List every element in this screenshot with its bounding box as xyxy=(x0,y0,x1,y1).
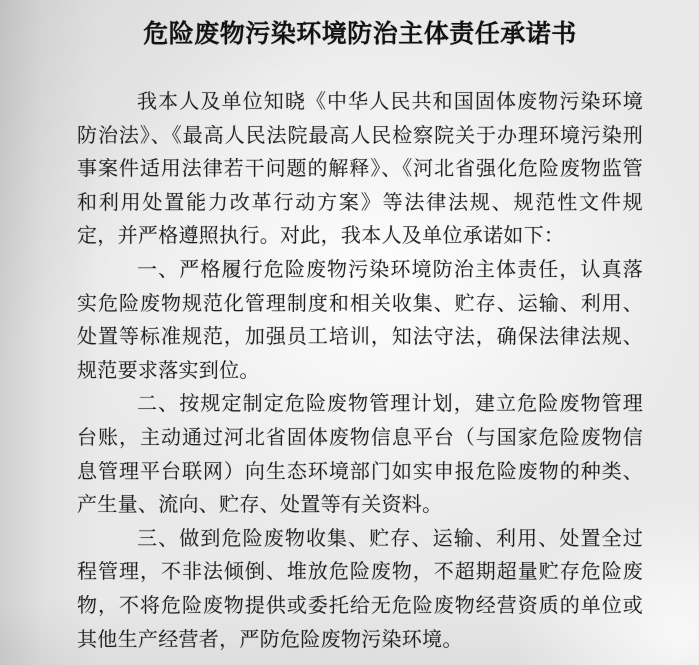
paragraph-item-2: 二、按规定制定危险废物管理计划，建立危险废物管理台账，主动通过河北省固体废物信息平台（与国家危险废物信息管理平台联网）向生态环境部门如实申报危险废物的种类、产生量、流向、贮存、处置等有关资料。 xyxy=(77,393,643,517)
paragraph-item-1: 一、严格履行危险废物污染环境防治主体责任，认真落实危险废物规范化管理制度和相关收集、贮存、运输、利用、处置等标准规范，加强员工培训，知法守法，确保法律法规、规范要求落实到位。 xyxy=(77,258,643,382)
paragraph-intro: 我本人及单位知晓《中华人民共和国固体废物污染环境防治法》、《最高人民法院最高人民检察院关于办理环境污染刑事案件适用法律若干问题的解释》、《河北省强化危险废物监管和利用处置能力改革行动方案》等法律法规、规范性文件规定，并严格遵照执行。对此，我本人及单位承诺如下： xyxy=(77,91,643,248)
document-body xyxy=(77,86,643,657)
document-title: 危险废物污染环境防治主体责任承诺书 xyxy=(143,21,577,48)
paragraph-item-3: 三、做到危险废物收集、贮存、运输、利用、处置全过程管理，不非法倾倒、堆放危险废物，不超期超量贮存危险废物，不将危险废物提供或委托给无危险废物经营资质的单位或其他生产经营者，严防危险废物污染环境。 xyxy=(77,527,643,651)
